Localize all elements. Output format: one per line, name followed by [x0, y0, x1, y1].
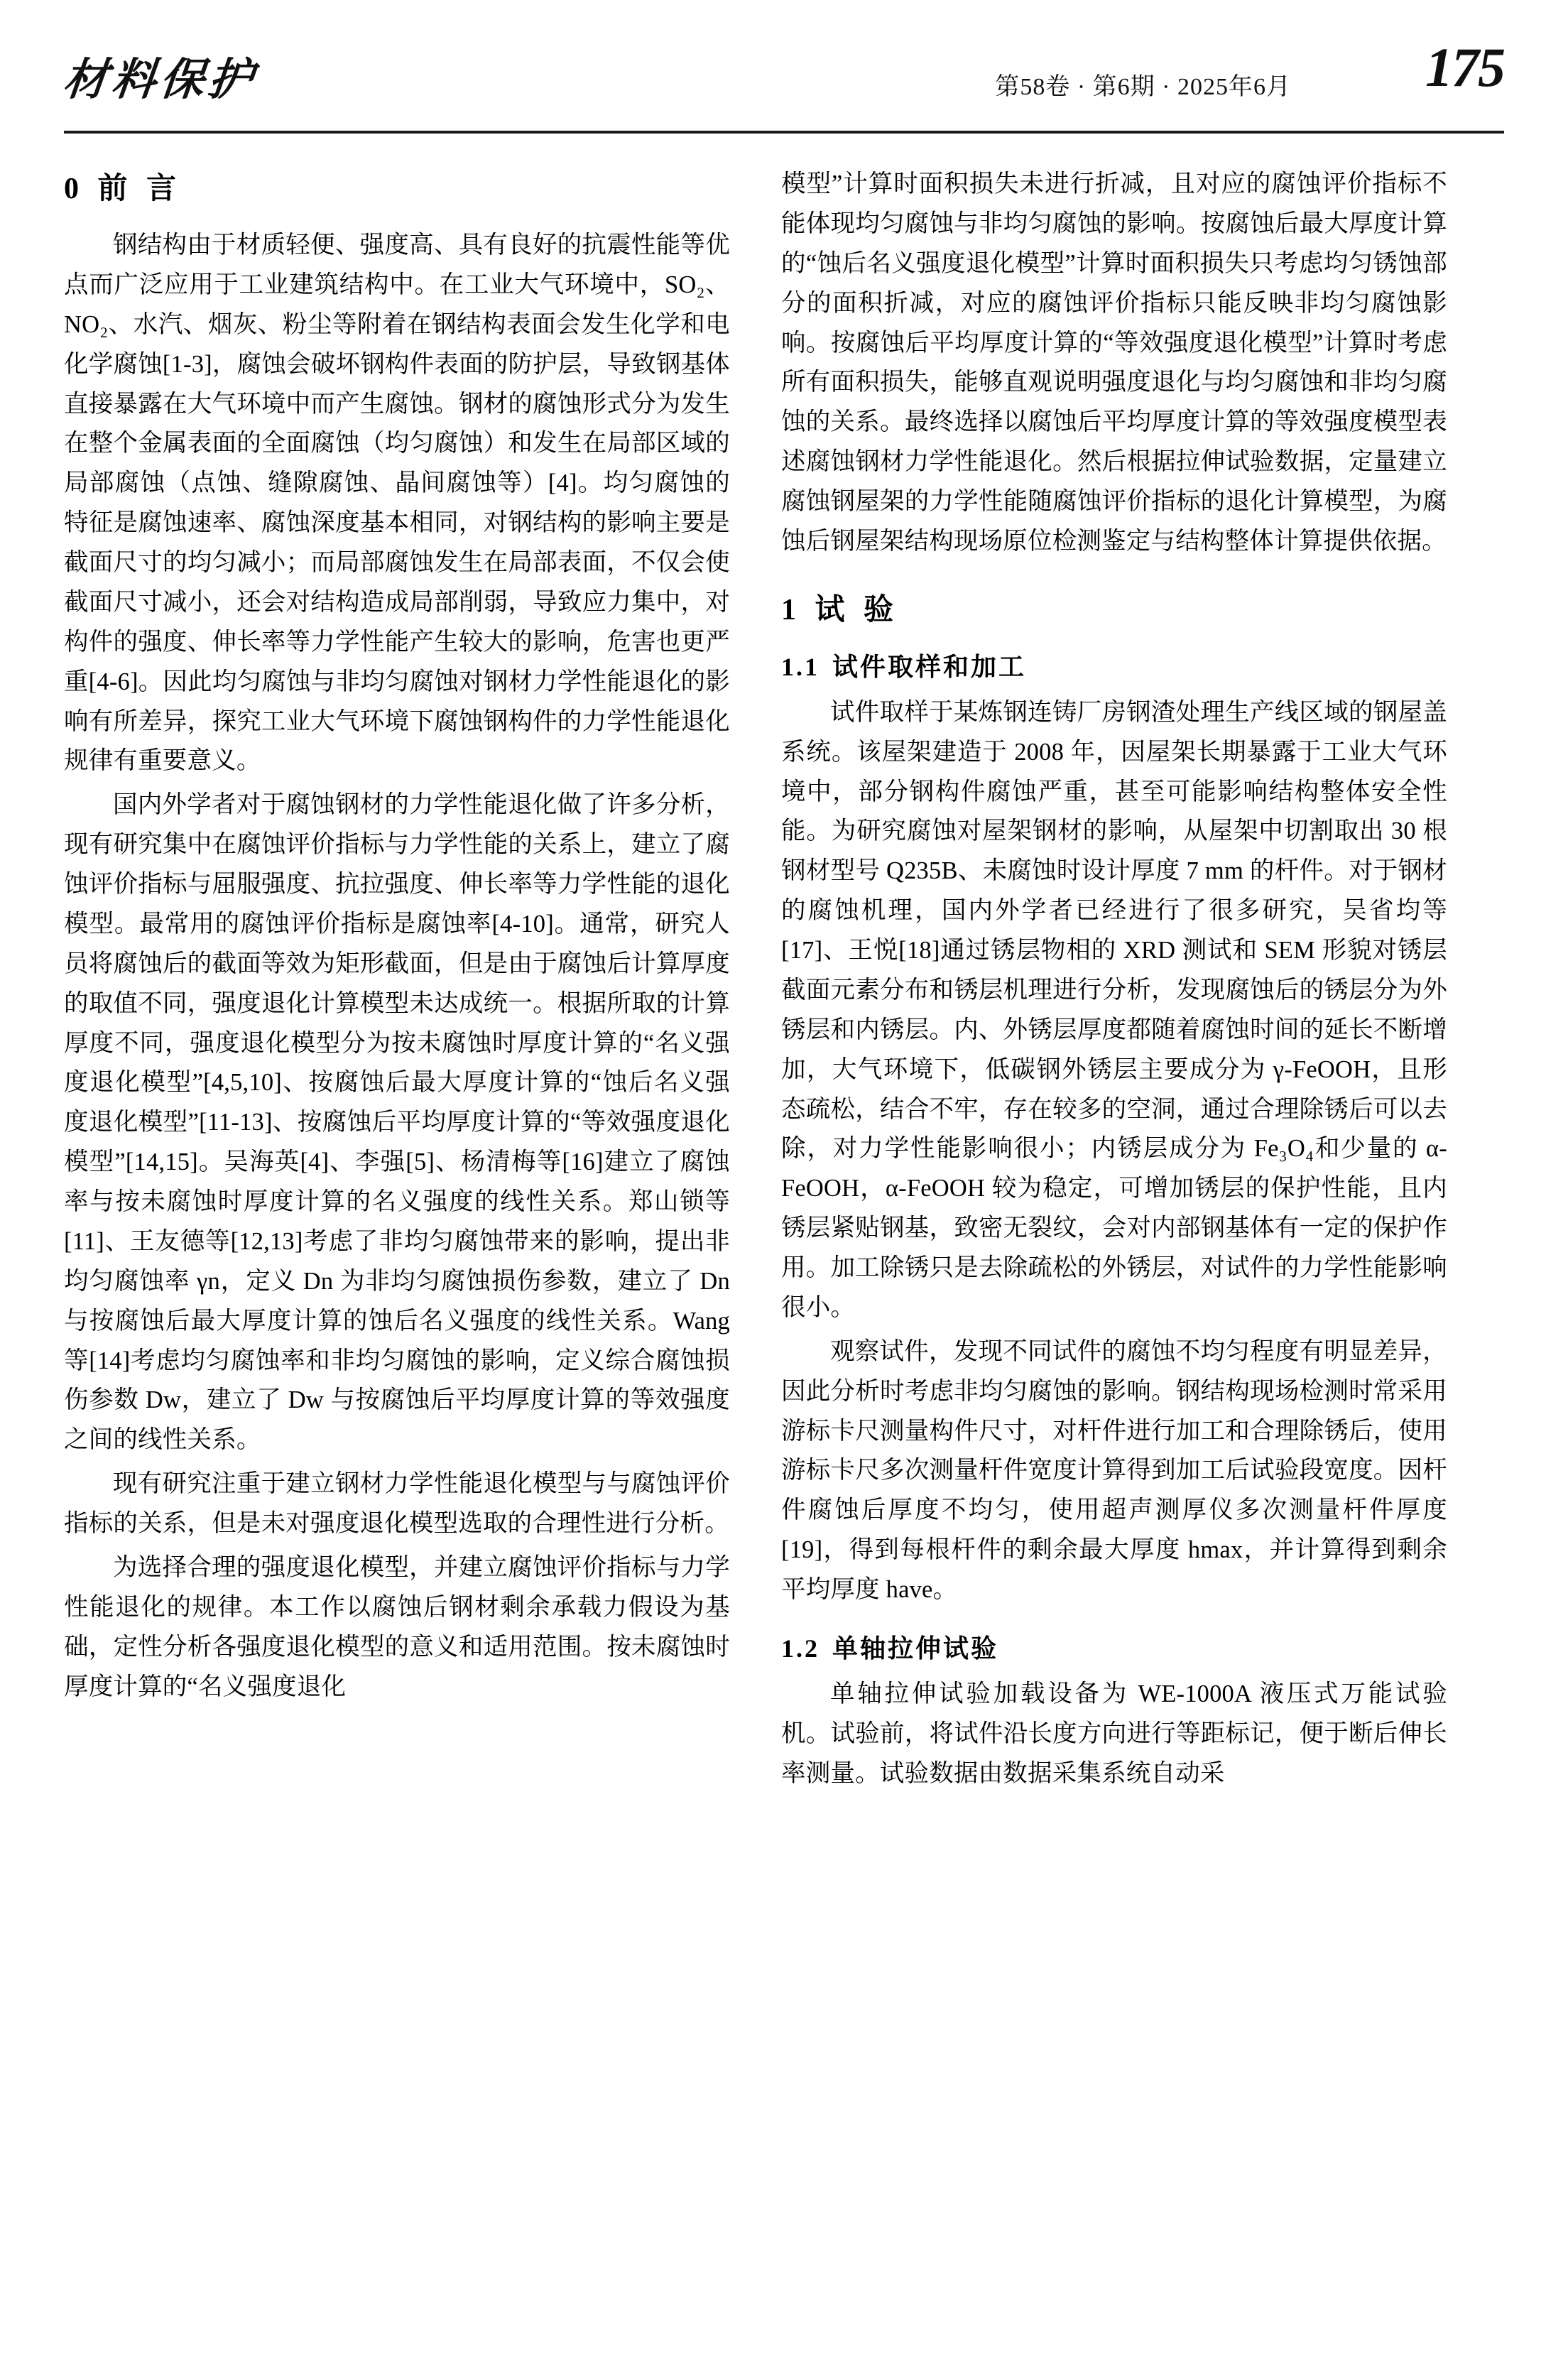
- paragraph: 试件取样于某炼钢连铸厂房钢渣处理生产线区域的钢屋盖系统。该屋架建造于 2008 年，因屋架长期暴露于工业大气环境中，部分钢构件腐蚀严重，甚至可能影响结构整体安全性能。为研究腐蚀对屋架钢材的影响，从屋架中切割取出 30 根钢材型号 Q235B、未腐蚀时设计厚度 7 mm 的杆件。对于钢材的腐蚀机理，国内外学者已经进行了很多研究，吴省均等[17]、王悦[18]通过锈层物相的 XRD 测试和 SEM 形貌对锈层截面元素分布和锈层机理进行分析，发现腐蚀后的锈层分为外锈层和内锈层。内、外锈层厚度都随着腐蚀时间的延长不断增加，大气环境下，低碳钢外锈层主要成分为 γ-FeOOH，且形态疏松，结合不牢，存在较多的空洞，通过合理除锈后可以去除，对力学性能影响很小；内锈层成分为 Fe₃O₄和少量的 α-FeOOH，α-FeOOH 较为稳定，可增加锈层的保护性能，且内锈层紧贴钢基，致密无裂纹，会对内部钢基体有一定的保护作用。加工除锈只是去除疏松的外锈层，对试件的力学性能影响很小。: [781, 698, 1447, 1321]
- paragraph: 钢结构由于材质轻便、强度高、具有良好的抗震性能等优点而广泛应用于工业建筑结构中。在工业大气环境中，SO₂、NO₂、水汽、烟灰、粉尘等附着在钢结构表面会发生化学和电化学腐蚀[1-3]，腐蚀会破坏钢构件表面的防护层，导致钢基体直接暴露在大气环境中而产生腐蚀。钢材的腐蚀形式分为发生在整个金属表面的全面腐蚀（均匀腐蚀）和发生在局部区域的局部腐蚀（点蚀、缝隙腐蚀、晶间腐蚀等）[4]。均匀腐蚀的特征是腐蚀速率、腐蚀深度基本相同，对钢结构的影响主要是截面尺寸的均匀减小；而局部腐蚀发生在局部表面，不仅会使截面尺寸减小，还会对结构造成局部削弱，导致应力集中，对构件的强度、伸长率等力学性能产生较大的影响，危害也更严重[4-6]。因此均匀腐蚀与非均匀腐蚀对钢材力学性能退化的影响有所差异，探究工业大气环境下腐蚀钢构件的力学性能退化规律有重要意义。: [64, 232, 730, 775]
- subsection-heading-1-2: [781, 1629, 1447, 1665]
- paragraph: 为选择合理的强度退化模型，并建立腐蚀评价指标与力学性能退化的规律。本工作以腐蚀后钢材剩余承载力假设为基础，定性分析各强度退化模型的意义和适用范围。按未腐蚀时厚度计算的“名义强度退化: [64, 1553, 730, 1700]
- page-header: [60, 27, 1504, 134]
- left-column: [64, 165, 730, 1798]
- page-number: 175: [1425, 36, 1504, 98]
- issue-info: 第58卷 · 第6期 · 2025年6月: [995, 74, 1291, 100]
- page-root: [0, 27, 1568, 2358]
- paragraph-continued: 模型”计算时面积损失未进行折减，且对应的腐蚀评价指标不能体现均匀腐蚀与非均匀腐蚀的影响。按腐蚀后最大厚度计算的“蚀后名义强度退化模型”计算时面积损失只考虑均匀锈蚀部分的面积折减，对应的腐蚀评价指标只能反映非均匀腐蚀影响。按腐蚀后平均厚度计算的“等效强度退化模型”计算时考虑所有面积损失，能够直观说明强度退化与均匀腐蚀和非均匀腐蚀的关系。最终选择以腐蚀后平均厚度计算的等效强度模型表述腐蚀钢材力学性能退化。然后根据拉伸试验数据，定量建立腐蚀钢屋架的力学性能随腐蚀评价指标的退化计算模型，为腐蚀后钢屋架结构现场原位检测鉴定与结构整体计算提供依据。: [781, 170, 1447, 555]
- subsection-heading-1-1: [781, 647, 1447, 683]
- subsection-number: 1.1: [781, 652, 820, 681]
- article-body: [64, 165, 1504, 1798]
- right-column: [781, 165, 1447, 1798]
- journal-title: 材料保护: [60, 56, 259, 104]
- paragraph: 国内外学者对于腐蚀钢材的力学性能退化做了许多分析，现有研究集中在腐蚀评价指标与力学性能的关系上，建立了腐蚀评价指标与屈服强度、抗拉强度、伸长率等力学性能的退化模型。最常用的腐蚀评价指标是腐蚀率[4-10]。通常，研究人员将腐蚀后的截面等效为矩形截面，但是由于腐蚀后计算厚度的取值不同，强度退化计算模型未达成统一。根据所取的计算厚度不同，强度退化模型分为按未腐蚀时厚度计算的“名义强度退化模型”[4,5,10]、按腐蚀后最大厚度计算的“蚀后名义强度退化模型”[11-13]、按腐蚀后平均厚度计算的“等效强度退化模型”[14,15]。吴海英[4]、李强[5]、杨清梅等[16]建立了腐蚀率与按未腐蚀时厚度计算的名义强度的线性关系。郑山锁等[11]、王友德等[12,13]考虑了非均匀腐蚀带来的影响，提出非均匀腐蚀率 γn，定义 Dn 为非均匀腐蚀损伤参数，建立了 Dn 与按腐蚀后最大厚度计算的蚀后名义强度的线性关系。Wang 等[14]考虑均匀腐蚀率和非均匀腐蚀的影响，定义综合腐蚀损伤参数 Dw，建立了 Dw 与按腐蚀后平均厚度计算的等效强度之间的线性关系。: [64, 791, 730, 1454]
- section-heading-1: 1 试 验: [781, 593, 900, 626]
- section-heading-0: 0 前 言: [64, 173, 183, 205]
- paragraph: 现有研究注重于建立钢材力学性能退化模型与与腐蚀评价指标的关系，但是未对强度退化模型选取的合理性进行分析。: [64, 1470, 730, 1537]
- paragraph: 观察试件，发现不同试件的腐蚀不均匀程度有明显差异，因此分析时考虑非均匀腐蚀的影响。钢结构现场检测时常采用游标卡尺测量构件尺寸，对杆件进行加工和合理除锈后，使用游标卡尺多次测量杆件宽度计算得到加工后试验段宽度。因杆件腐蚀后厚度不均匀，使用超声测厚仪多次测量杆件厚度[19]，得到每根杆件的剩余最大厚度 hmax，并计算得到剩余平均厚度 have。: [781, 1337, 1447, 1603]
- subsection-title: 试件取样和加工: [832, 652, 1027, 681]
- subsection-title: 单轴拉伸试验: [832, 1634, 999, 1663]
- subsection-number: 1.2: [781, 1634, 820, 1663]
- paragraph: 单轴拉伸试验加载设备为 WE-1000A 液压式万能试验机。试验前，将试件沿长度方向进行等距标记，便于断后伸长率测量。试验数据由数据采集系统自动采: [781, 1680, 1447, 1787]
